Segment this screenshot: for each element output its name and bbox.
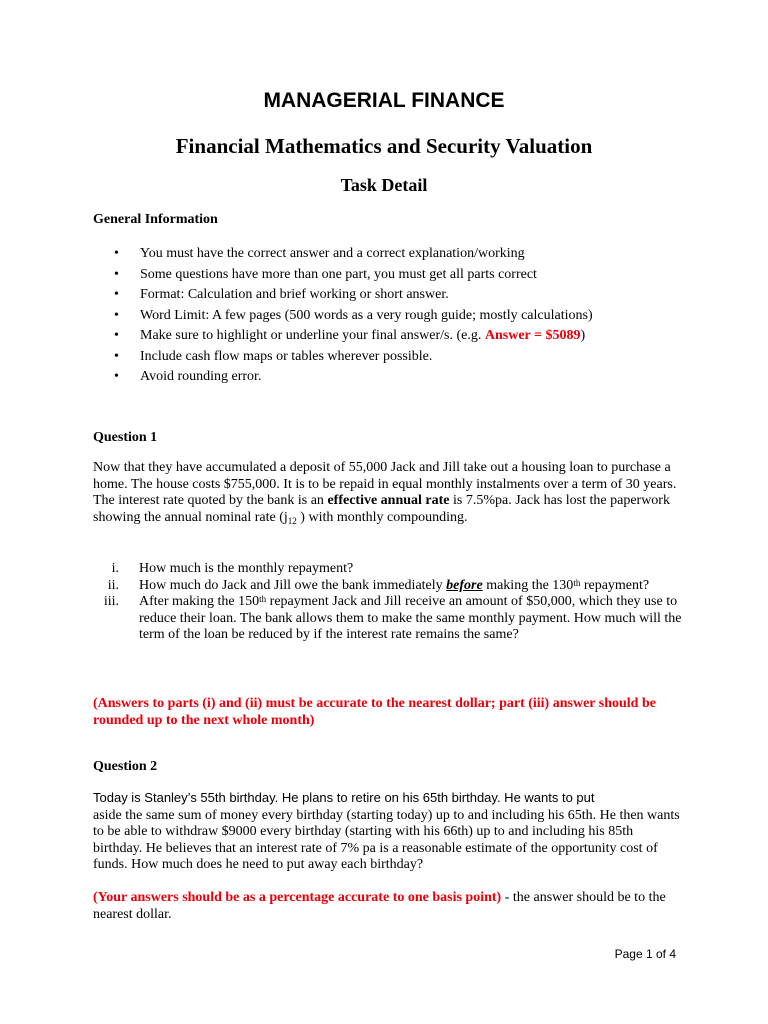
list-item: • You must have the correct answer and a correct explanation/working — [112, 244, 712, 265]
section-title: Task Detail — [340, 175, 428, 195]
question-1-parts — [93, 561, 683, 644]
document-title: MANAGERIAL FINANCE — [263, 89, 505, 112]
list-item: • Make sure to highlight or underline your final answer/s. (e.g. Answer = $5089) — [112, 326, 712, 347]
general-info-heading: General Information — [93, 212, 218, 227]
general-info-list — [112, 244, 712, 388]
list-item: • Some questions have more than one part, you must get all parts correct — [112, 265, 712, 286]
list-item: • Word Limit: A few pages (500 words as a very rough guide; mostly calculations) — [112, 306, 712, 327]
list-item: i. How much is the monthly repayment? — [111, 561, 354, 576]
question-1-body: Now that they have accumulated a deposit of 55,000 Jack and Jill take out a housing loan to purchase a home. The house costs $755,000. It is to be repaid in equal monthly instalments over a term of 30 years. The interest rate quoted by the bank is an effective annual rate is 7.5%pa. Jack has lost the paperwork showing the annual nominal rate ($j_{12}$ ) with monthly compounding. — [93, 460, 677, 526]
question-2-body: Today is Stanley’s 55th birthday. He plans to retire on his 65th birthday. He wants to put aside the same sum of money every birthday (starting today) up to and including his 65th. He then wants to be able to withdraw $9000 every birthday (starting with his 66th) up to and including his 85th birthday. He believes that an interest rate of 7% pa is a reasonable estimate of the opportunity cost of funds. How much does he need to put away each birthday? — [93, 790, 680, 872]
page-number: Page 1 of 4 — [614, 947, 676, 961]
list-item: • Avoid rounding error. — [112, 367, 712, 388]
document-subtitle: Financial Mathematics and Security Valuation — [175, 134, 593, 158]
list-item: iii. After making the 150th repayment Jack and Jill receive an amount of $50,000, which they use to reduce their loan. The bank allows them to make the same monthly payment. How much will the term of the loan be reduced by if the interest rate remains the same? — [103, 594, 682, 642]
list-item: • Include cash flow maps or tables wherever possible. — [112, 347, 712, 368]
answer-example: Answer = $5089 — [484, 328, 581, 343]
question-1-heading: Question 1 — [93, 430, 158, 445]
list-item: • Format: Calculation and brief working or short answer. — [112, 285, 712, 306]
question-1-note: (Answers to parts (i) and (ii) must be accurate to the nearest dollar; part (iii) answer should be rounded up to the next whole month) — [93, 696, 656, 728]
question-2-heading: Question 2 — [93, 759, 158, 774]
question-2-note: (Your answers should be as a percentage accurate to one basis point) - the answer should be to the nearest dollar. — [93, 890, 666, 922]
list-item: ii. How much do Jack and Jill owe the bank immediately before making the 130th repayment? — [107, 577, 650, 593]
